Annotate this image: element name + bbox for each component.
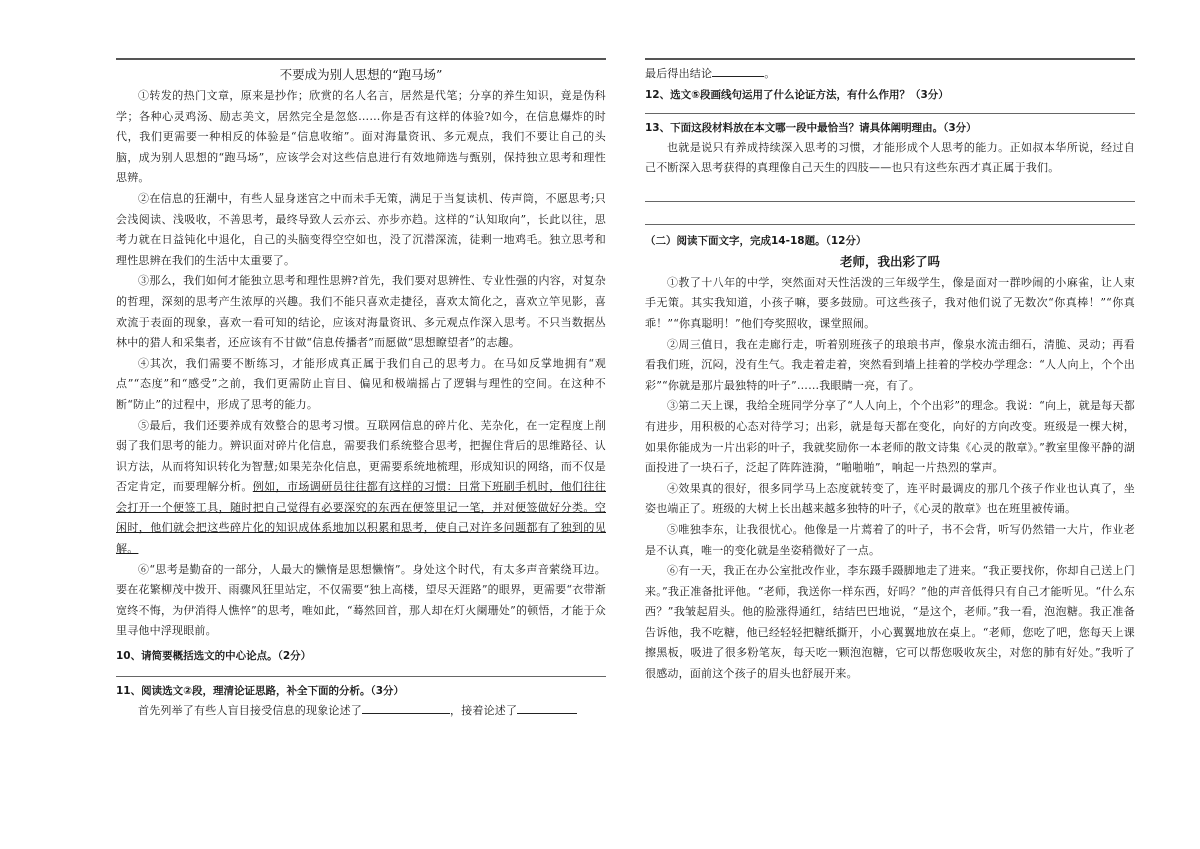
section-2-heading: （二）阅读下面文字，完成14-18题。（12分）: [645, 234, 867, 247]
story-paragraph-2: ②周三值日，我在走廊行走，听着别班孩子的琅琅书声，像泉水流击细石，清脆、灵动；再看看我们班，沉闷，没有生气。我走着走着，突然看到墙上挂着的学校办学理念：“人人向上，个个出彩”“你就是那片最独特的叶子”……我眼睛一亮，有了。: [645, 337, 1135, 392]
paragraph-6: ⑥“思考是勤奋的一部分，人最大的懒惰是思想懒惰”。身处这个时代，有太多声音萦绕耳边。要在花繁柳茂中拨开、雨骤风狂里站定，不仅需要“独上高楼，望尽天涯路”的眼界，更需要“衣带渐宽终不悔，为伊消得人憔悴”的思考，唯如此，“蓦然回首，那人却在灯火阑珊处”的顿悟，才能于众里寻他中浮现眼前。: [116, 562, 606, 638]
q11-prompt-a: 首先列举了有些人盲目接受信息的现象论述了: [138, 704, 362, 718]
paragraph-1: ①转发的热门文章，原来是抄作；欣赏的名人名言，居然是代笔；分享的养生知识，竟是伪科学；各种心灵鸡汤、励志美文，居然完全是忽悠……你是否有这样的体验?如今，在信息爆炸的时代，我们更需要一种相反的体验是“信息收缩”。面对海量资讯、多元观点，我们不要让自己的头脑，成为别人思想的“跑马场”，应该学会对这些信息进行有效地筛选与甄别，保持独立思考和理性思辨。: [116, 89, 606, 185]
paragraph-4: ④其次，我们需要不断练习，才能形成真正属于我们自己的思考力。在马如反掌地拥有“观点”“态度”和“感受”之前，我们更需防止盲目、偏见和极端摇占了逻辑与理性的空间。在这种不断“防止”的过程中，形成了思考的能力。: [116, 356, 606, 411]
paragraph-5: [116, 416, 606, 560]
q11-blank-2[interactable]: [517, 701, 577, 714]
top-rule: [116, 58, 606, 60]
question-11: 11、阅读选文②段，理清论证思路，补全下面的分析。（3分）: [116, 685, 405, 698]
left-column: [116, 58, 606, 722]
q11-conclusion-prompt: 最后得出结论: [645, 67, 713, 80]
q11-blank-3[interactable]: [712, 64, 764, 77]
q11-prompt-b: ，接着论述了: [450, 704, 518, 718]
story-paragraph-1: ①教了十八年的中学，突然面对天性活泼的三年级学生，像是面对一群吵闹的小麻雀，让人束手无策。其实我知道，小孩子嘛，要多鼓励。可这些孩子，我对他们说了无数次“你真棒！”“你真乖！”“你真聪明！”他们夸奖照收，课堂照闹。: [645, 275, 1135, 330]
right-column: [645, 58, 1135, 685]
q11-continuation: 最后得出结论 。: [645, 64, 1135, 85]
story-title: 老师，我出彩了吗: [839, 253, 940, 269]
article-title: 不要成为别人思想的“跑马场”: [279, 67, 443, 82]
question-13: 13、下面这段材料放在本文哪一段中最恰当？请具体阐明理由。（3分）: [645, 121, 977, 134]
paragraph-3: ③那么，我们如何才能独立思考和理性思辨?首先，我们要对思辨性、专业性强的内容，对复杂的哲理，深刻的思考产生浓厚的兴趣。我们不能只喜欢走捷径，喜欢太简化之，喜欢立竿见影，喜欢流于表面的现象，喜欢一看可知的结论，应该对海量资讯、多元观点作深入思考。不只当数据丛林中的猎人和采集者，还应该有不甘做“信息传播者”而愿做“思想瞭望者”的志趣。: [116, 274, 606, 350]
question-11-fill: [116, 701, 606, 722]
question-10: 10、请简要概括选文的中心论点。（2分）: [116, 650, 312, 663]
paragraph-5-text: ⑤最后，我们还要养成有效整合的思考习惯。互联网信息的碎片化、芜杂化，在一定程度上削弱了我们思考的能力。辨识面对碎片化信息，需要我们系统整合思考，把握住背后的思维路径、认识方法，从而将知识转化为智慧;如果芜杂化信息，更需要系统地梳理，形成知识的网络，而不仅是否定肯定，而要理解分析。: [116, 418, 606, 494]
top-rule-right: [645, 58, 1135, 60]
question-13-material: 也就是说只有养成持续深入思考的习惯，才能形成个人思考的能力。正如叔本华所说，经过自己不断深入思考获得的真理像自己天生的四肢——也只有这些东西才真正属于我们。: [645, 140, 1135, 175]
paragraph-2: ②在信息的狂潮中，有些人显身迷宫之中而未手无策，满足于当复读机、传声筒，不愿思考;只会浅阅读、浅吸收，不善思考，最终导致人云亦云、亦步亦趋。这样的“认知取向”，长此以往，思考力就在日益钝化中退化，自己的头脑变得空空如也，没了沉潜深流，徒剩一地鸡毛。独立思考和理性思辨在我们的生活中太重要了。: [116, 191, 606, 267]
story-paragraph-6: ⑥有一天，我正在办公室批改作业，李东蹑手蹑脚地走了进来。“我正要找你，你却自己送上门来。”我正准备批评他。“老师，我送你一样东西，好吗？”他的声音低得只有自己才能听见。“什么东西？”我皱起眉头。他的脸涨得通红，结结巴巴地说，“是这个，老师。”我一看，泡泡糖。我正准备告诉他，我不吃糖，他已经轻轻把糖纸撕开，小心翼翼地放在桌上。“老师，您吃了吧，您每天上课擦黑板，吸进了很多粉笔灰，每天吃一颗泡泡糖，它可以帮您吸收灰尘，对您的肺有好处。”我听了很感动，面前这个孩子的眉头也舒展开来。: [645, 564, 1135, 681]
story-paragraph-4: ④效果真的很好，很多同学马上态度就转变了，连平时最调皮的那几个孩子作业也认真了，坐姿也端正了。班级的大树上长出越来越多独特的叶子，《心灵的散章》也在班里被传诵。: [645, 481, 1135, 516]
underlined-sentence: 例如，市场调研员往往都有这样的习惯：日常下班刷手机时，他们往往会打开一个便签工具，随时把自己觉得有必要深究的东西在便签里记一笔，并对便签做好分类。空闲时，他们就会把这些碎片化的知识成体系地加以积累和思考，使自己对许多问题都有了独到的见解。: [116, 480, 606, 556]
q11-blank-1[interactable]: [362, 701, 450, 714]
story-paragraph-5: ⑤唯独李东，让我很忧心。他像是一片蔫着了的叶子，书不会背，听写仍然错一大片，作业老是不认真，唯一的变化就是坐姿稍微好了一点。: [645, 522, 1135, 557]
story-paragraph-3: ③第二天上课，我给全班同学分享了“人人向上，个个出彩”的理念。我说：“向上，就是每天都有进步，用积极的心态对待学习；出彩，就是每天都在变化，向好的方向改变。班级是一棵大树，如果你能成为一片出彩的叶子，我就奖励你一本老师的散文诗集《心灵的散章》。”教室里像平静的湖面投进了一块石子，泛起了阵阵涟漪，“啪啪啪”，响起一片热烈的掌声。: [645, 399, 1135, 475]
question-12: 12、选文⑤段画线句运用了什么论证方法，有什么作用？（3分）: [645, 88, 949, 101]
